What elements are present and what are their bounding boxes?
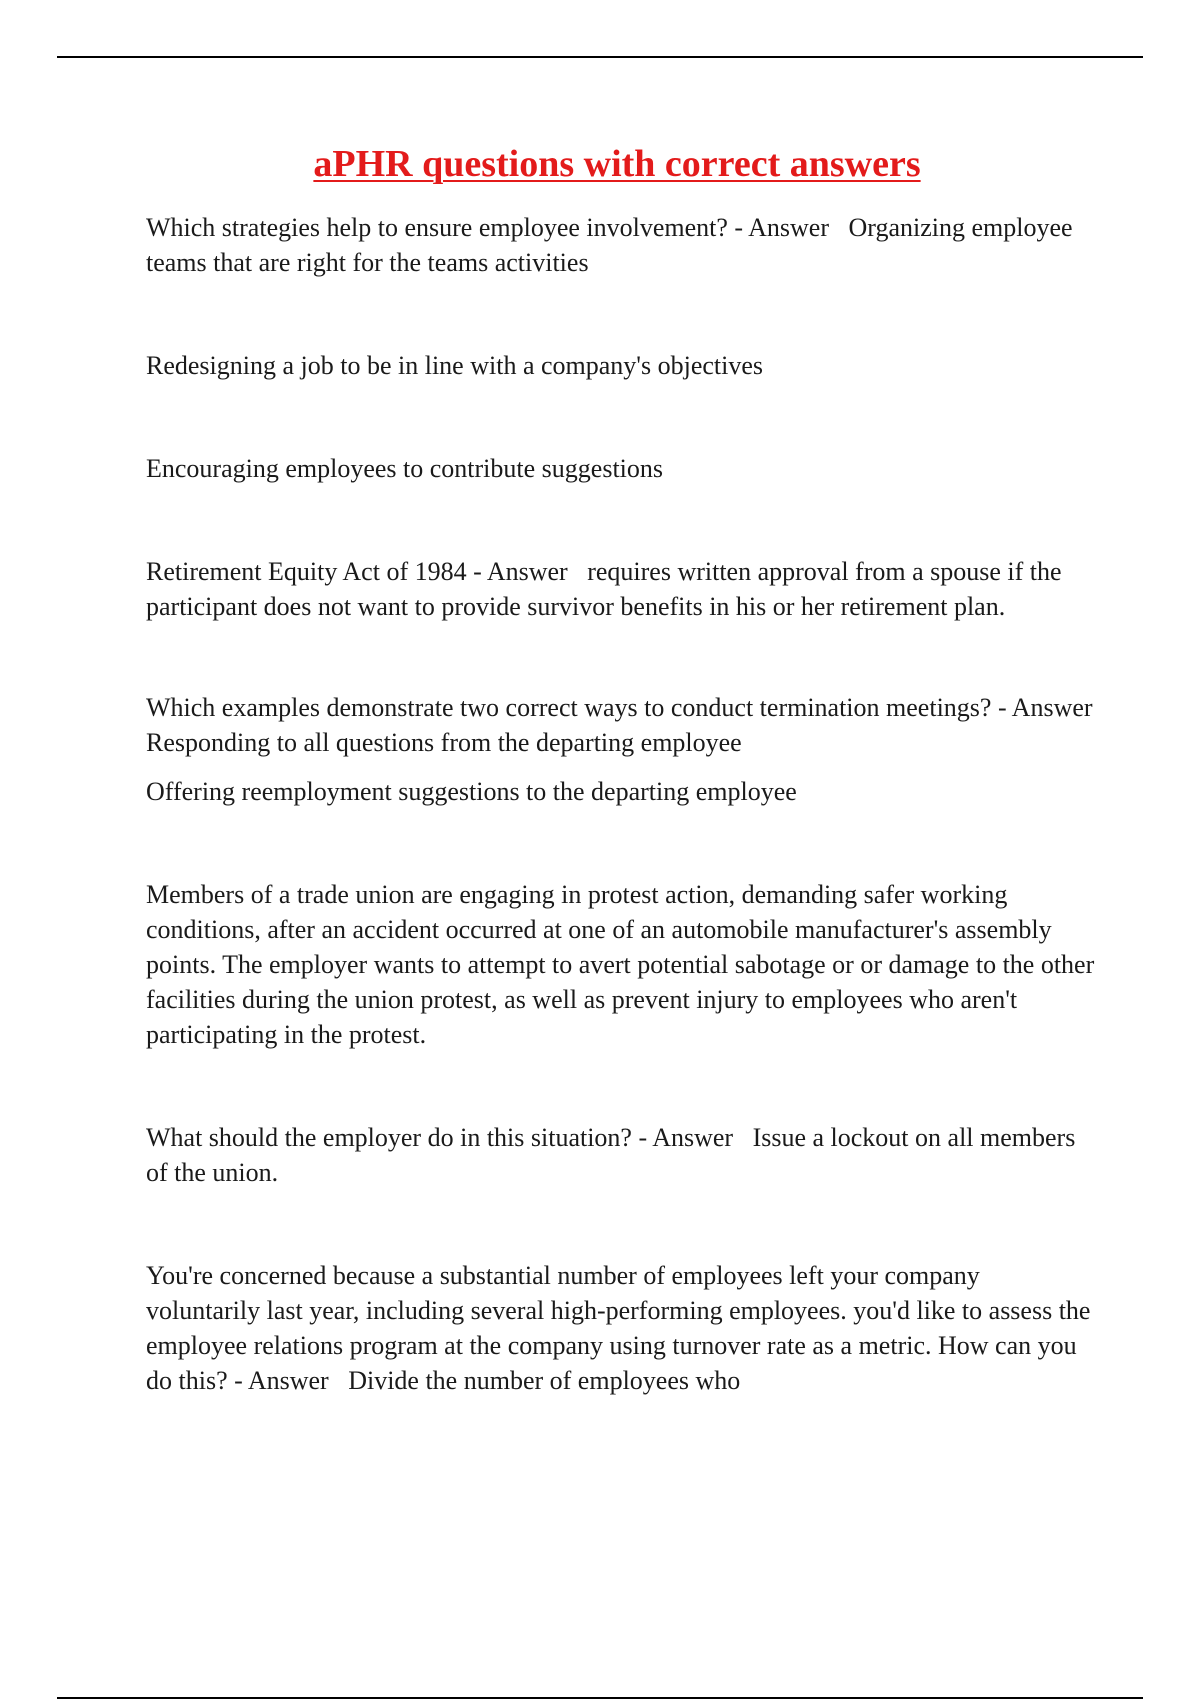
paragraph-8: What should the employer do in this situation? - Answer Issue a lockout on all members of the union. bbox=[146, 1123, 1082, 1187]
bottom-rule bbox=[57, 1697, 1143, 1699]
paragraph-5: Which examples demonstrate two correct ways to conduct termination meetings? - Answer Responding to all questions from the departing employee bbox=[146, 693, 1113, 757]
document-body bbox=[146, 210, 1113, 1398]
paragraph-6: Offering reemployment suggestions to the departing employee bbox=[146, 777, 797, 806]
paragraph-9: You're concerned because a substantial number of employees left your company voluntarily last year, including several high-performing employees. you'd like to assess the employee relations program at the company using turnover rate as a metric. How can you do this? - Answer Divide the number of employees who bbox=[146, 1261, 1097, 1395]
paragraph-7: Members of a trade union are engaging in protest action, demanding safer working conditions, after an accident occurred at one of an automobile manufacturer's assembly points. The employer wants to attempt to avert potential sabotage or or damage to the other facilities during the union protest, as well as prevent injury to employees who aren't participating in the protest. bbox=[146, 880, 1101, 1049]
paragraph-4: Retirement Equity Act of 1984 - Answer requires written approval from a spouse if the participant does not want to provide survivor benefits in his or her retirement plan. bbox=[146, 557, 1069, 621]
paragraph-3: Encouraging employees to contribute suggestions bbox=[146, 454, 664, 483]
paragraph-1: Which strategies help to ensure employee involvement? - Answer Organizing employee teams that are right for the teams activities bbox=[146, 213, 1080, 277]
document-title: aPHR questions with correct answers bbox=[313, 143, 921, 185]
paragraph-2: Redesigning a job to be in line with a company's objectives bbox=[146, 351, 764, 380]
top-rule bbox=[57, 56, 1143, 58]
